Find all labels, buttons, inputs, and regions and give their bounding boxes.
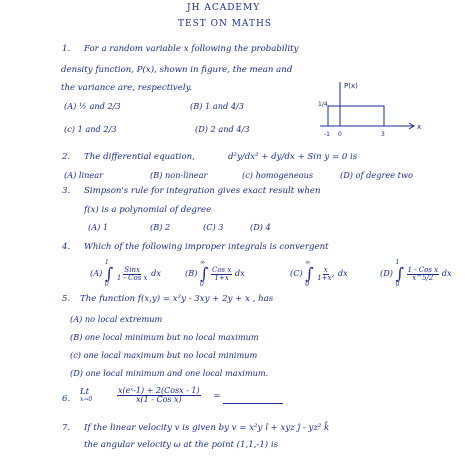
test-title: TEST ON MATHS xyxy=(178,19,272,29)
fig-xaxis: x xyxy=(417,123,422,131)
fig-yval: 1/4 xyxy=(318,101,328,108)
q1-option-b: (B) 1 and 4/3 xyxy=(190,101,244,111)
q3-option-d: (D) 4 xyxy=(250,222,271,232)
q6-limit: Lt x→0 xyxy=(80,387,93,403)
q1-option-c: (c) 1 and 2/3 xyxy=(64,124,117,134)
q6-expression xyxy=(80,387,283,404)
q4-a-limits: 1 ∫ 0 xyxy=(104,259,114,288)
academy-title: JH ACADEMY xyxy=(187,3,261,13)
q1-line-2: density function, P(x), shown in figure, the mean and xyxy=(61,65,293,75)
q2-option-d: (D) of degree two xyxy=(340,170,413,180)
q4-option-c: (C) ∞ ∫ 0 $\frac{x}{\text{1+x²}}$ dx xyxy=(290,259,348,288)
q5-text: The function f(x,y) = x²y - 3xy + 2y + x , has xyxy=(80,294,274,304)
q4-c-limits: ∞ ∫ 0 xyxy=(305,259,314,288)
q5-number: 5. xyxy=(62,294,71,304)
q7-line-1: If the linear velocity v is given by v = x²y î + xyz ĵ - yz² k̂ xyxy=(84,423,330,433)
q4-c-label: (C) xyxy=(290,268,303,278)
fig-ylabel: P(x) xyxy=(344,82,358,90)
q1-number: 1. xyxy=(62,44,71,54)
q5-option-c: (c) one local maximum but no local minimum xyxy=(70,350,258,360)
q6-fraction: $\frac{\text{x(eˣ-1) + 2(Cosx - 1)}}{\text{x(1 - Cos x)}}$ xyxy=(117,386,200,404)
q7-number: 7. xyxy=(62,423,71,433)
q2-number: 2. xyxy=(62,152,71,162)
q5-option-b: (B) one local minimum but no local maximum xyxy=(70,332,259,342)
fig-x1: -1 xyxy=(324,131,330,138)
q4-b-label: (B) xyxy=(185,268,198,278)
q4-b-limits: ∞ ∫ 0 xyxy=(200,259,209,288)
q1-line-1: For a random variable x following the probability xyxy=(84,44,299,54)
q2-option-b: (B) non-linear xyxy=(150,170,208,180)
fig-x2: 0 xyxy=(338,131,342,138)
q2-equation: d²y/dx² + dy/dx + Sin y = 0 is xyxy=(228,152,358,162)
q4-option-b: (B) ∞ ∫ 0 $\frac{\text{Cos x}}{1+x}$ dx xyxy=(185,259,245,288)
q1-line-3: the variance are, respectively. xyxy=(61,83,193,93)
q5-option-a: (A) no local extremum xyxy=(70,314,163,324)
q6-answer-blank xyxy=(223,403,283,404)
q4-d-label: (D) xyxy=(380,268,393,278)
q4-option-d: (D) 1 ∫ 0 $\frac{\text{1 - Cos x}}{x\^{}5/2}$ dx xyxy=(380,259,452,288)
q4-d-limits: 1 ∫ 0 xyxy=(395,259,404,288)
q4-text: Which of the following improper integrals is convergent xyxy=(84,242,329,252)
q3-option-b: (B) 2 xyxy=(150,222,171,232)
q4-number: 4. xyxy=(62,242,71,252)
q4-a-label: (A) xyxy=(90,268,103,278)
q6-equals: = xyxy=(213,391,221,401)
q4-a-fraction: $\frac{\text{Sinx}}{\text{1 - Cos x}}$ xyxy=(116,265,148,282)
q3-number: 3. xyxy=(62,186,71,196)
q3-option-a: (A) 1 xyxy=(88,222,109,232)
q2-option-c: (c) homogeneous xyxy=(242,170,314,180)
q5-option-d: (D) one local minimum and one local maximum. xyxy=(70,368,269,378)
q3-line-2: f(x) is a polynomial of degree xyxy=(84,205,212,215)
q4-d-fraction: $\frac{\text{1 - Cos x}}{x\^{}5/2}$ xyxy=(407,265,439,282)
q7-line-2: the angular velocity ω at the point (1,1,-1) is xyxy=(84,440,279,450)
q2-option-a: (A) linear xyxy=(64,170,104,180)
q1-pdf-figure xyxy=(318,78,428,140)
q3-line-1: Simpson's rule for integration gives exact result when xyxy=(84,186,321,196)
fig-x3: 3 xyxy=(381,131,385,138)
q1-option-a: (A) ½ and 2/3 xyxy=(64,101,121,111)
q1-option-d: (D) 2 and 4/3 xyxy=(195,124,250,134)
q4-b-fraction: $\frac{\text{Cos x}}{1+x}$ xyxy=(211,265,232,282)
q2-text: The differential equation, xyxy=(84,152,195,162)
q4-c-fraction: $\frac{x}{\text{1+x²}}$ xyxy=(317,265,335,282)
pdf-rect xyxy=(328,106,384,126)
q3-option-c: (C) 3 xyxy=(203,222,224,232)
q6-number: 6. xyxy=(62,394,71,404)
q4-option-a: (A) 1 ∫ 0 $\frac{\text{Sinx}}{\text{1 - Cos x}}$ dx xyxy=(90,259,161,288)
